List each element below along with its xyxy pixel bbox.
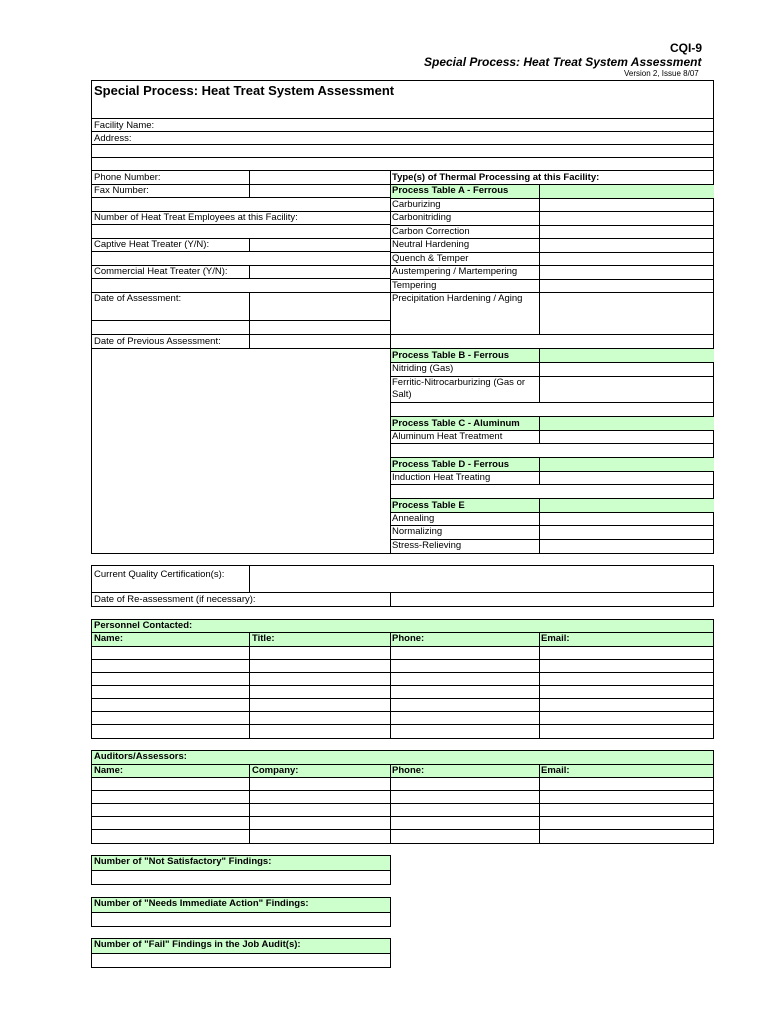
auditors-col-name: Name: (94, 765, 124, 776)
phone-label: Phone Number: (94, 172, 161, 183)
date-previous-label: Date of Previous Assessment: (94, 336, 221, 347)
captive-label: Captive Heat Treater (Y/N): (94, 239, 210, 250)
personnel-title: Personnel Contacted: (94, 620, 193, 631)
version-label-clip (600, 69, 710, 77)
process-d-item: Induction Heat Treating (392, 472, 491, 483)
process-table-c-title: Process Table C - Aluminum (392, 418, 520, 429)
address-label: Address: (94, 133, 132, 144)
auditors-col-phone: Phone: (392, 765, 425, 776)
process-a-item: Neutral Hardening (392, 239, 470, 250)
personnel-col-phone: Phone: (392, 633, 425, 644)
thermal-types-heading: Type(s) of Thermal Processing at this Facility: (392, 172, 600, 183)
process-a-item: Carburizing (392, 199, 441, 210)
process-a-item: Austempering / Martempering (392, 266, 518, 277)
reassessment-label: Date of Re-assessment (if necessary): (94, 594, 256, 605)
process-c-item: Aluminum Heat Treatment (392, 431, 503, 442)
process-b-item: Ferritic-Nitrocarburizing (Gas or (392, 377, 526, 388)
process-table-d-title: Process Table D - Ferrous (392, 459, 510, 470)
process-e-item: Stress-Relieving (392, 540, 462, 551)
fax-label: Fax Number: (94, 185, 149, 196)
process-a-item: Tempering (392, 280, 437, 291)
current-certification-label: Current Quality Certification(s): (94, 569, 225, 580)
process-a-item: Precipitation Hardening / Aging (392, 293, 523, 304)
auditors-col-email: Email: (541, 765, 570, 776)
document-subtitle: Special Process: Heat Treat System Assessment (424, 55, 702, 69)
process-table-e-title: Process Table E (392, 500, 465, 511)
process-table-a-title: Process Table A - Ferrous (392, 185, 509, 196)
process-table-b-title: Process Table B - Ferrous (392, 350, 510, 361)
personnel-col-email: Email: (541, 633, 570, 644)
form-title: Special Process: Heat Treat System Assessment (94, 83, 395, 98)
not-satisfactory-label: Number of "Not Satisfactory" Findings: (94, 856, 272, 867)
personnel-col-title: Title: (252, 633, 275, 644)
version-label: Version 2, Issue 8/07 (624, 69, 699, 77)
facility-name-label: Facility Name: (94, 120, 155, 131)
process-e-item: Normalizing (392, 526, 443, 537)
personnel-col-name: Name: (94, 633, 124, 644)
immediate-action-label: Number of "Needs Immediate Action" Findings: (94, 898, 309, 909)
document-code: CQI-9 (670, 41, 703, 55)
auditors-col-company: Company: (252, 765, 299, 776)
employees-label: Number of Heat Treat Employees at this Facility: (94, 212, 298, 223)
commercial-label: Commercial Heat Treater (Y/N): (94, 266, 228, 277)
process-b-item: Salt) (392, 389, 412, 400)
process-e-item: Annealing (392, 513, 435, 524)
process-a-item: Quench & Temper (392, 253, 469, 264)
fail-findings-label: Number of "Fail" Findings in the Job Audit(s): (94, 939, 301, 950)
process-a-item: Carbonitriding (392, 212, 452, 223)
date-assessment-label: Date of Assessment: (94, 293, 182, 304)
process-b-item: Nitriding (Gas) (392, 363, 454, 374)
auditors-title: Auditors/Assessors: (94, 751, 187, 762)
process-a-item: Carbon Correction (392, 226, 470, 237)
